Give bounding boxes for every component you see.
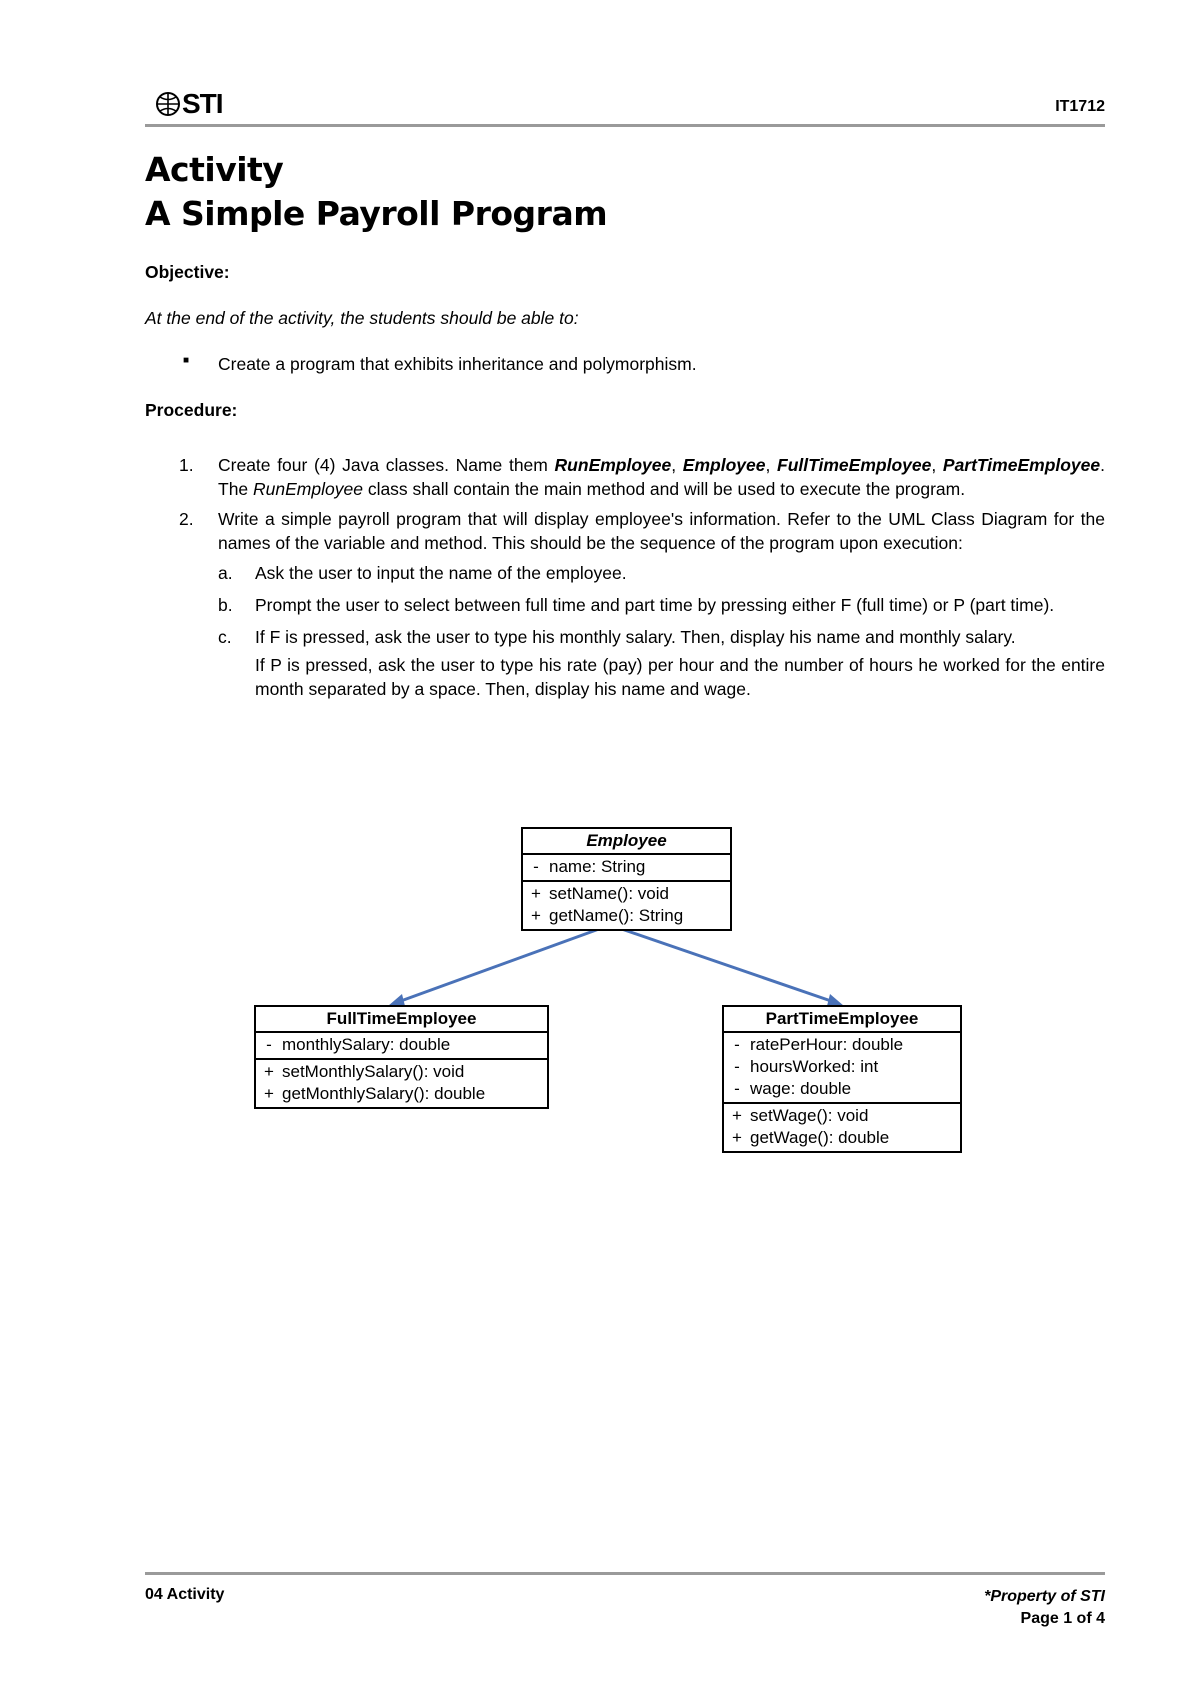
- method-text: getMonthlySalary(): double: [282, 1084, 486, 1103]
- method-row: [523, 883, 730, 905]
- attribute-row: [523, 856, 730, 878]
- method-text: setMonthlySalary(): void: [282, 1062, 465, 1081]
- attributes-section: [256, 1033, 547, 1060]
- method-row: [724, 1105, 960, 1127]
- method-row: [724, 1127, 960, 1149]
- method-text: getWage(): double: [750, 1128, 890, 1147]
- class-name: PartTimeEmployee: [942, 455, 1101, 475]
- method-row: [256, 1083, 547, 1105]
- objective-item: Create a program that exhibits inheritance and polymorphism.: [218, 354, 697, 374]
- attribute-text: monthlySalary: double: [282, 1035, 451, 1054]
- logo-text: STI: [182, 88, 223, 119]
- objective-intro: At the end of the activity, the students should be able to:: [145, 308, 579, 328]
- visibility-symbol: -: [266, 1035, 272, 1054]
- substep-text: Prompt the user to select between full time and part time by pressing either F (full time) or P (part time).: [255, 595, 1055, 615]
- footer-module: 04 Activity: [145, 1586, 225, 1603]
- method-row: [256, 1061, 547, 1083]
- visibility-symbol: +: [732, 1128, 742, 1147]
- arrow-to-fulltime: [398, 925, 610, 1002]
- substep-letter: c.: [218, 627, 232, 647]
- attribute-row: [724, 1056, 960, 1078]
- visibility-symbol: -: [734, 1057, 740, 1076]
- procedure-heading: Procedure:: [145, 400, 238, 420]
- substep-text: If F is pressed, ask the user to type his monthly salary. Then, display his name and monthly salary.: [255, 627, 1016, 647]
- visibility-symbol: +: [264, 1062, 274, 1081]
- visibility-symbol: -: [533, 857, 539, 876]
- method-row: [523, 905, 730, 927]
- attributes-section: [523, 855, 730, 882]
- square-bullet-icon: ■: [183, 355, 190, 366]
- attribute-row: [724, 1034, 960, 1056]
- step-number: 1.: [179, 455, 194, 475]
- step-text: class shall contain the main method and will be used to execute the program.: [362, 479, 966, 499]
- separator: ,: [671, 455, 683, 475]
- visibility-symbol: -: [734, 1079, 740, 1098]
- visibility-symbol: +: [264, 1084, 274, 1103]
- course-code: IT1712: [1055, 98, 1105, 115]
- step-text: Write a simple payroll program that will display employee's information. Refer to the UML Class Diagram for the names of the variable and method. This should be the sequence of the program upon execution:: [218, 509, 1105, 553]
- arrow-to-parttime: [610, 925, 834, 1002]
- visibility-symbol: +: [732, 1106, 742, 1125]
- uml-class-employee: [521, 827, 732, 931]
- substep-letter: b.: [218, 595, 233, 615]
- substep-text: Ask the user to input the name of the employee.: [255, 563, 627, 583]
- page-number: Page 1 of 4: [1020, 1610, 1105, 1627]
- attribute-row: [256, 1034, 547, 1056]
- attribute-text: wage: double: [750, 1079, 852, 1098]
- footer-divider: [145, 1572, 1105, 1575]
- step-number: 2.: [179, 509, 194, 529]
- class-name: Employee: [682, 455, 766, 475]
- visibility-symbol: +: [531, 906, 541, 925]
- attribute-text: hoursWorked: int: [750, 1057, 879, 1076]
- objective-heading: Objective:: [145, 262, 230, 282]
- step-text: Create four (4) Java classes. Name them: [218, 455, 555, 475]
- class-name: RunEmployee: [253, 479, 363, 499]
- attribute-text: name: String: [549, 857, 646, 876]
- attribute-text: ratePerHour: double: [750, 1035, 904, 1054]
- method-text: setName(): void: [549, 884, 669, 903]
- visibility-symbol: -: [734, 1035, 740, 1054]
- uml-class-fulltime: [254, 1005, 549, 1109]
- methods-section: [523, 882, 730, 929]
- attributes-section: [724, 1033, 960, 1104]
- visibility-symbol: +: [531, 884, 541, 903]
- substep-letter: a.: [218, 563, 233, 583]
- property-notice: *Property of STI: [984, 1588, 1105, 1605]
- class-name: FullTimeEmployee: [777, 455, 932, 475]
- class-name: RunEmployee: [554, 455, 672, 475]
- title-line-2: A Simple Payroll Program: [145, 194, 608, 233]
- class-title: PartTimeEmployee: [724, 1007, 960, 1033]
- uml-class-parttime: [722, 1005, 962, 1153]
- step-text: . The: [218, 455, 1106, 499]
- method-text: setWage(): void: [750, 1106, 869, 1125]
- class-title: FullTimeEmployee: [256, 1007, 547, 1033]
- methods-section: [256, 1060, 547, 1107]
- substep-c-continuation: If P is pressed, ask the user to type his rate (pay) per hour and the number of hours he worked for the entire month separated by a space. Then, display his name and wage.: [255, 655, 1105, 699]
- method-text: getName(): String: [549, 906, 684, 925]
- footer-info: [984, 1586, 1105, 1630]
- methods-section: [724, 1104, 960, 1151]
- title-line-1: Activity: [145, 150, 284, 189]
- separator: ,: [765, 455, 778, 475]
- class-title: Employee: [523, 829, 730, 855]
- attribute-row: [724, 1078, 960, 1100]
- separator: ,: [931, 455, 943, 475]
